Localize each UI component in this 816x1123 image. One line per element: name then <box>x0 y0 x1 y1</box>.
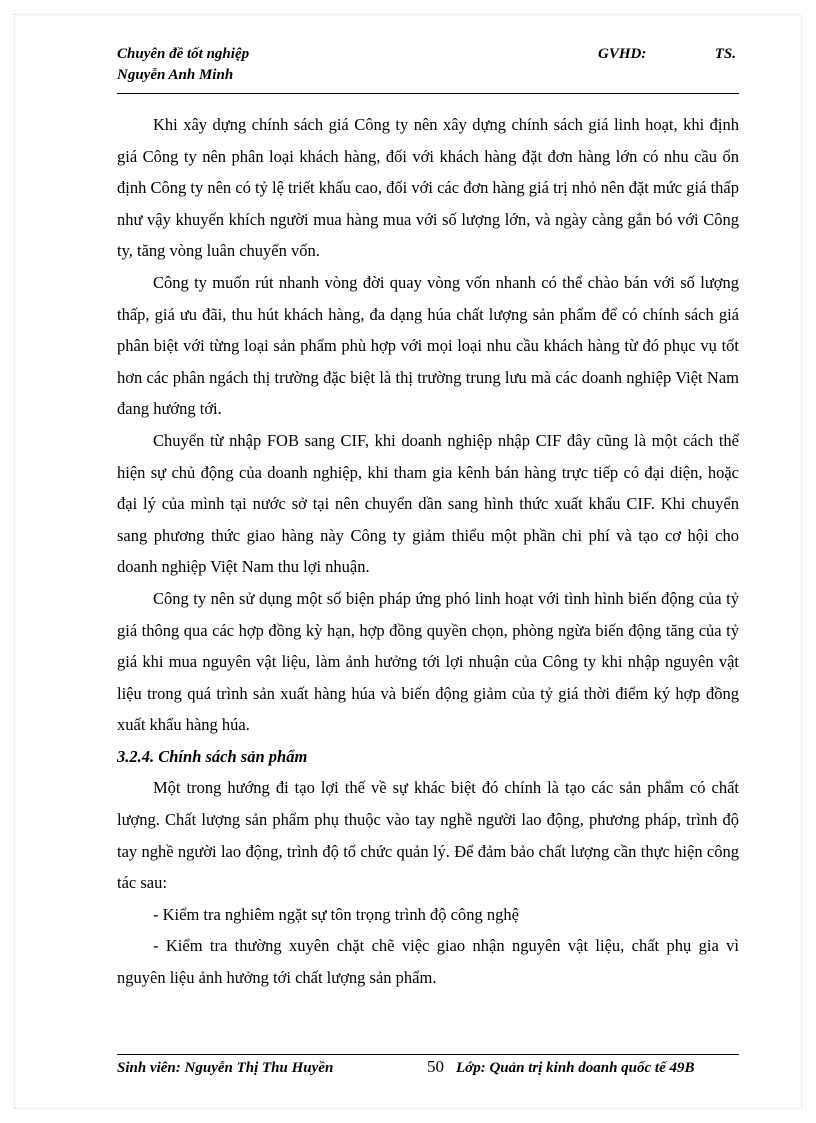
advisor-label: GVHD: <box>598 46 647 62</box>
footer-divider <box>117 1054 739 1055</box>
advisor-name: Nguyễn Anh Minh <box>117 67 234 83</box>
class-info: Lớp: Quản trị kinh doanh quốc tế 49B <box>456 1060 695 1076</box>
document-type: Chuyên đề tốt nghiệp <box>117 46 250 62</box>
page-footer <box>117 1058 739 1080</box>
advisor-title: TS. <box>714 46 736 62</box>
header-divider <box>117 93 739 94</box>
list-item-technology-check: - Kiểm tra nghiêm ngặt sự tôn trọng trình độ công nghệ <box>153 904 519 924</box>
student-name: Sinh viên: Nguyễn Thị Thu Huyền <box>117 1060 334 1076</box>
section-heading: 3.2.4. Chính sách sản phẩm <box>117 746 308 766</box>
paragraph-pricing-policy: Khi xây dựng chính sách giá Công ty nên xây dựng chính sách giá linh hoạt, khi định giá Công ty nên phân loại khách hàng, đối với khách hàng đặt đơn hàng lớn có nhu cầu ổn định Công ty nên có tỷ lệ triết khấu cao, đối với các đơn hàng giá trị nhỏ nên đặt mức giá thấp như vậy khuyến khích người mua hàng mua với số lượng lớn, và ngày càng gắn bó với Công ty, tăng vòng luân chuyển vốn. <box>117 115 739 261</box>
list-item-material-check: - Kiểm tra thường xuyên chặt chẽ việc giao nhận nguyên vật liệu, chất phụ gia vì nguyên liệu ảnh hưởng tới chất lượng sản phẩm. <box>117 936 739 988</box>
page-number: 50 <box>427 1057 444 1076</box>
page-header <box>117 44 739 86</box>
paragraph-fob-cif: Chuyển từ nhập FOB sang CIF, khi doanh nghiệp nhập CIF đây cũng là một cách thể hiện sự chủ động của doanh nghiệp, khi tham gia kênh bán hàng trực tiếp có đại diện, hoặc đại lý của mình tại nước sở tại nên chuyển dần sang hình thức xuất khẩu CIF. Khi chuyển sang phương thức giao hàng này Công ty giảm thiểu một phần chi phí và tạo cơ hội cho doanh nghiệp Việt Nam thu lợi nhuận. <box>117 430 739 577</box>
header-row-bottom <box>117 65 739 86</box>
page-body <box>117 109 739 994</box>
paragraph-capital-turnover: Công ty muốn rút nhanh vòng đời quay vòng vốn nhanh có thể chào bán với số lượng thấp, giá ưu đãi, thu hút khách hàng, đa dạng húa chất lượng sản phẩm để có chính sách giá phân biệt với từng loại sản phẩm phù hợp với mọi loại nhu cầu khách hàng từ đó phục vụ tốt hơn các phân ngách thị trường đặc biệt là thị trường trung lưu mà các doanh nghiệp Việt Nam đang hướng tới. <box>117 272 739 419</box>
header-row-top <box>117 44 739 65</box>
paragraph-product-quality: Một trong hướng đi tạo lợi thế về sự khác biệt đó chính là tạo các sản phẩm có chất lượng. Chất lượng sản phẩm phụ thuộc vào tay nghề người lao động, phương pháp, trình độ tay nghề người lao động, trình độ tổ chức quản lý. Để đảm bảo chất lượng cần thực hiện công tác sau: <box>117 778 739 893</box>
paragraph-exchange-rate: Công ty nên sử dụng một số biện pháp ứng phó linh hoạt với tình hình biến động của tỷ giá thông qua các hợp đồng kỳ hạn, hợp đồng quyền chọn, phòng ngừa biến động tăng của tỷ giá khi mua nguyên vật liệu, làm ảnh hưởng tới lợi nhuận của Công ty khi nhập nguyên vật liệu trong quá trình sản xuất hàng húa và biến động giảm của tỷ giá thời điểm ký hợp đồng xuất khẩu hàng húa. <box>117 588 739 735</box>
